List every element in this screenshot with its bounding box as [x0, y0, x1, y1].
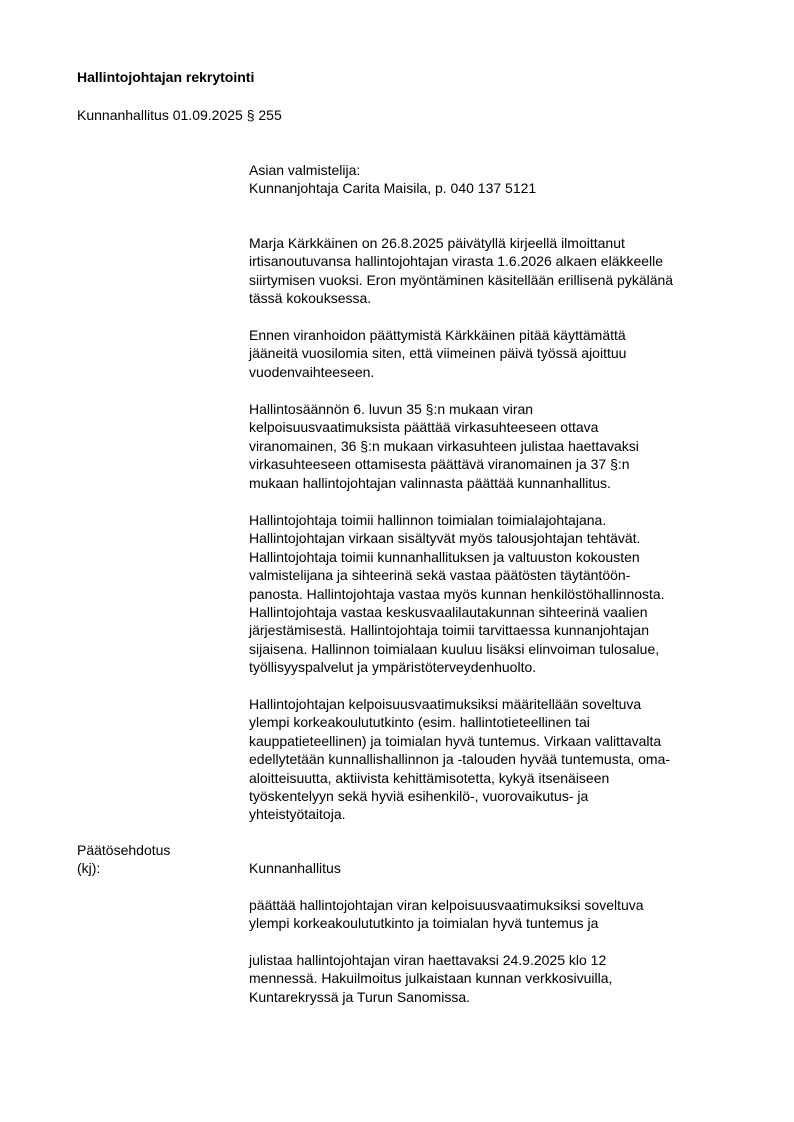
- text-line: tässä kokouksessa.: [249, 290, 372, 307]
- text-line: ylempi korkeakoulututkinto (esim. hallintotieteellinen tai: [249, 714, 590, 731]
- text-line: julistaa hallintojohtajan viran haettavaksi 24.9.2025 klo 12: [249, 952, 607, 968]
- text-line: aloitteisuutta, aktiivista kehittämisotetta, kykyä itsenäiseen: [249, 769, 610, 786]
- text-line: työllisyyspalvelut ja ympäristöterveydenhuolto.: [249, 659, 537, 676]
- document-title: Hallintojohtajan rekrytointi: [77, 69, 255, 85]
- text-line: työskentelyyn sekä hyviä esihenkilö-, vuorovaikutus- ja: [249, 788, 589, 805]
- meeting-reference: Kunnanhallitus 01.09.2025 § 255: [77, 107, 282, 123]
- text-line: yhteistyötaitoja.: [249, 806, 346, 823]
- text-line: Hallintojohtajan virkaan sisältyvät myös talousjohtajan tehtävät.: [249, 530, 641, 547]
- preparer-label: Asian valmistelija:: [249, 162, 361, 178]
- preparer-block: [249, 161, 749, 198]
- text-line: Marja Kärkkäinen on 26.8.2025 päivätyllä kirjeellä ilmoittanut: [249, 235, 625, 251]
- text-line: järjestämisestä. Hallintojohtaja toimii tarvittaessa kunnanjohtajan: [249, 622, 649, 639]
- proposal-label-line2: (kj):: [77, 860, 101, 877]
- text-line: Hallintojohtaja toimii kunnanhallituksen ja valtuuston kokousten: [249, 548, 640, 565]
- proposal-label-line1: Päätösehdotus: [77, 842, 171, 858]
- text-line: virkasuhteeseen ottamisesta päättävä viranomainen ja 37 §:n: [249, 456, 630, 473]
- text-line: panosta. Hallintojohtaja vastaa myös kunnan henkilöstöhallinnosta.: [249, 585, 665, 602]
- proposal-body: Kunnanhallitus: [249, 860, 341, 876]
- text-line: siirtymisen vuoksi. Eron myöntäminen käsitellään erillisenä pykälänä: [249, 271, 674, 288]
- paragraph-holidays: [249, 326, 749, 381]
- text-line: viranomainen, 36 §:n mukaan virkasuhteen julistaa haettavaksi: [249, 437, 639, 454]
- text-line: päättää hallintojohtajan viran kelpoisuusvaatimuksiksi soveltuva: [249, 897, 644, 913]
- text-line: sijaisena. Hallinnon toimialaan kuuluu lisäksi elinvoiman tulosalue,: [249, 640, 660, 657]
- paragraph-duties: [249, 511, 749, 677]
- text-line: valmistelijana ja sihteerinä sekä vastaa päätösten täytäntöön-: [249, 567, 631, 584]
- text-line: ylempi korkeakoulututkinto ja toimialan hyvä tuntemus ja: [249, 915, 599, 932]
- paragraph-resignation: [249, 234, 749, 308]
- text-line: Hallintojohtaja vastaa keskusvaalilautakunnan sihteerinä vaalien: [249, 604, 648, 621]
- text-line: jääneitä vuosilomia siten, että viimeinen päivä työssä ajoittuu: [249, 345, 627, 362]
- text-line: mennessä. Hakuilmoitus julkaistaan kunnan verkkosivuilla,: [249, 970, 613, 987]
- text-line: vuodenvaihteeseen.: [249, 363, 375, 380]
- preparer-person: Kunnanjohtaja Carita Maisila, p. 040 137 5121: [249, 180, 537, 197]
- text-line: Ennen viranhoidon päättymistä Kärkkäinen pitää käyttämättä: [249, 327, 626, 343]
- text-line: Hallintojohtajan kelpoisuusvaatimuksiksi määritellään soveltuva: [249, 696, 642, 712]
- proposal-item-qualifications: [249, 896, 749, 933]
- text-line: kauppatieteellinen) ja toimialan hyvä tuntemus. Virkaan valittavalta: [249, 732, 662, 749]
- text-line: mukaan hallintojohtajan valinnasta päättää kunnanhallitus.: [249, 474, 611, 491]
- proposal-label: [77, 841, 170, 878]
- proposal-item-announcement: [249, 951, 749, 1006]
- text-line: Hallintojohtaja toimii hallinnon toimialan toimialajohtajana.: [249, 512, 607, 528]
- text-line: edellytetään kunnallishallinnon ja -talouden hyvää tuntemusta, oma-: [249, 751, 671, 768]
- paragraph-qualifications: [249, 695, 749, 824]
- paragraph-regulations: [249, 400, 749, 492]
- text-line: Hallintosäännön 6. luvun 35 §:n mukaan viran: [249, 401, 534, 417]
- text-line: kelpoisuusvaatimuksista päättää virkasuhteeseen ottava: [249, 419, 599, 436]
- text-line: irtisanoutuvansa hallintojohtajan virasta 1.6.2026 alkaen eläkkeelle: [249, 253, 664, 270]
- text-line: Kuntarekryssä ja Turun Sanomissa.: [249, 988, 470, 1005]
